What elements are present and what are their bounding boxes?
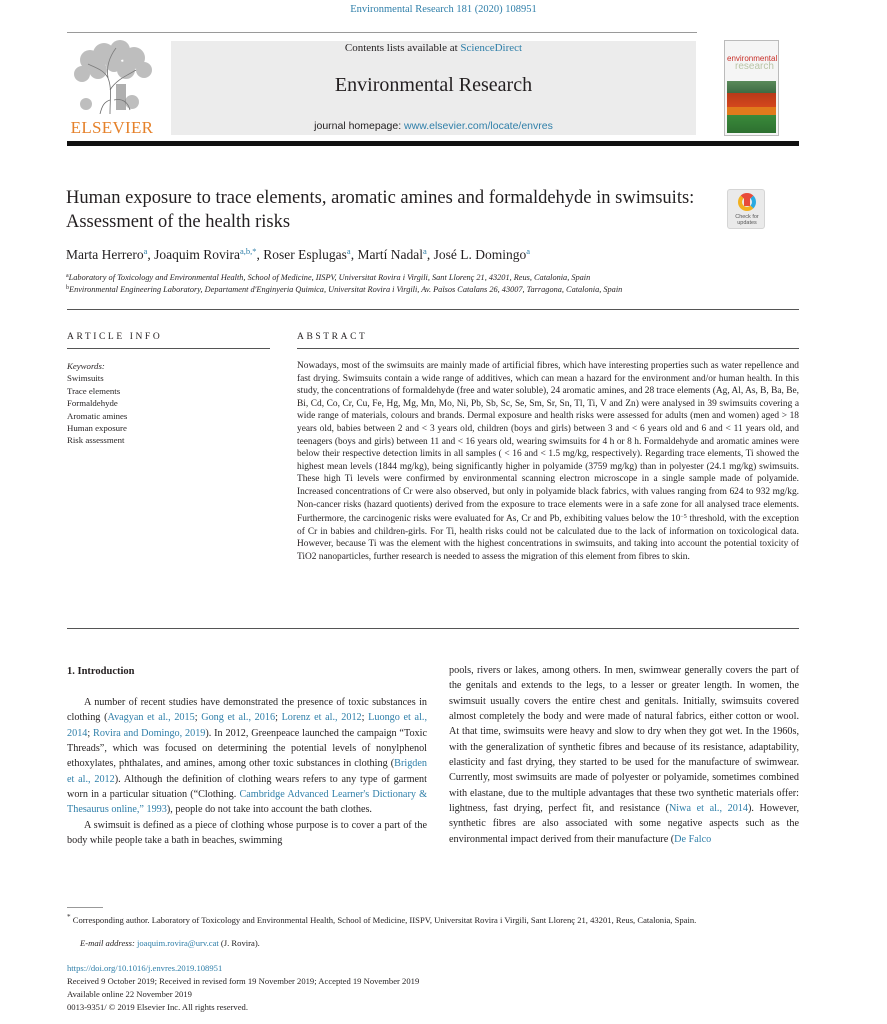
citation-link[interactable]: Niwa et al., 2014: [668, 803, 748, 815]
affiliation-text: Laboratory of Toxicology and Environmental Health, School of Medicine, IISPV, Universitat Rovira i Virgili, Sant Llorenç 21, 43201, Reus, Catalonia, Spain: [68, 273, 591, 282]
keyword-item: Human exposure: [67, 423, 127, 434]
sciencedirect-link[interactable]: ScienceDirect: [460, 42, 523, 54]
elsevier-tree-icon: [70, 40, 154, 114]
cover-title-line2: research: [735, 61, 774, 72]
keyword-item: Formaldehyde: [67, 398, 118, 409]
citation-link[interactable]: De Falco: [674, 833, 712, 845]
citation-link[interactable]: Avagyan et al., 2015: [107, 712, 195, 724]
body-text: ). Although the definition of clothing wears refers to any type of garment worn in a particular situation (“Clothing.: [67, 773, 427, 801]
keywords-list: [67, 360, 267, 447]
cover-image-band: [727, 107, 776, 115]
homepage-prefix: journal homepage:: [314, 120, 405, 132]
author-name[interactable]: Marta Herrero: [66, 247, 144, 262]
keywords-label: Keywords:: [67, 361, 105, 371]
author-affiliation-marker[interactable]: a: [143, 246, 148, 256]
citation-link[interactable]: Lorenz et al., 2012: [281, 712, 362, 724]
author-list: [66, 246, 786, 263]
body-text: ;: [361, 712, 369, 724]
author-name[interactable]: Joaquim Rovira: [154, 247, 240, 262]
crossmark-label-line1: Check for: [735, 214, 759, 220]
introduction-heading: 1. Introduction: [67, 666, 135, 677]
author-name[interactable]: José L. Domingo: [433, 247, 527, 262]
citation-link[interactable]: Gong et al., 2016: [201, 712, 276, 724]
author-separator: ,: [256, 247, 264, 262]
keyword-item: Risk assessment: [67, 435, 125, 446]
article-title: Human exposure to trace elements, aromatic amines and formaldehyde in swimsuits: Assessment of the health risks: [66, 188, 695, 232]
contents-prefix: Contents lists available at: [344, 42, 461, 54]
journal-homepage-link[interactable]: www.elsevier.com/locate/envres: [404, 120, 553, 132]
section-divider: [67, 309, 799, 310]
citation-link[interactable]: Cambridge Advanced Learner's Dictionary & Thesaurus online,” 1993: [67, 789, 427, 816]
email-suffix: (J. Rovira).: [218, 938, 260, 948]
cover-image-band: [727, 81, 776, 93]
check-for-updates-button[interactable]: [727, 189, 765, 229]
journal-name: Environmental Research: [334, 74, 533, 96]
body-text: ). In 2012, Greenpeace launched the campaign “Toxic Threads”, which was focused on determining the potential levels of nonylphenol ethoxylates, phthalates, and amines, among other toxic substances in clothing (: [67, 727, 427, 770]
author-affiliation-marker[interactable]: a,b,*: [240, 246, 257, 256]
contents-line: [171, 42, 696, 54]
corresponding-text: Corresponding author. Laboratory of Toxicology and Environmental Health, School of Medicine, IISPV, Universitat Rovira i Virgili, Sant Llorenç 21, 43201, Reus, Catalonia, Spain.: [70, 914, 697, 925]
body-text: pools, rivers or lakes, among others. In men, swimwear generally covers the part of the genitals and extends to the legs, to a lesser or greater length. In women, the swimsuit usually covers the entire chest and genitals. Initially, swimsuits covered almost completely the body and were made of natural fabrics, either cotton or wool. At that time, swimsuits were heavy and slow to dry when they got wet. In the 1960s, with the generalization of synthetic fibres and because of its resistance, adaptability, elasticity and fast drying, they started to be used for the manufacture of swimwear. Currently, most swimsuits are made of polyester or polyamide, sometimes combined with elastane, due to the multiple advantages that these two synthetic materials offer: lightness, fast drying, perfect fit, and resistance (: [449, 665, 799, 815]
body-text: ;: [194, 712, 202, 724]
crossmark-bookmark-icon: [744, 197, 750, 206]
crossmark-label-line2: updates: [737, 220, 757, 226]
citation-link[interactable]: Rovira and Domingo, 2019: [93, 727, 206, 739]
affiliation-label: b: [66, 285, 69, 291]
author-separator: ,: [350, 247, 358, 262]
doi-link[interactable]: https://doi.org/10.1016/j.envres.2019.108951: [67, 963, 223, 973]
cover-image-band: [727, 115, 776, 133]
email-link[interactable]: joaquim.rovira@urv.cat: [136, 938, 219, 948]
corresponding-author-note: [67, 911, 802, 926]
abstract-heading: ABSTRACT: [297, 332, 368, 342]
available-online-date: Available online 22 November 2019: [67, 989, 192, 999]
author-separator: ,: [426, 247, 434, 262]
threshold-exponent: −5: [680, 514, 687, 521]
abstract-text-part2: threshold, with the exception of Cr in babies and children-girls. For Ti, health risks could not be calculated due to the lack of information on toxicological data. However, because Ti was the element with the highest concentrations in swimsuits, and taking into account the potential toxicity of TiO2 nanoparticles, further research is needed to assess the migration of this element from fibres to skin.: [297, 514, 799, 562]
body-column-right: [449, 663, 799, 847]
body-text: ), people do not take into account the bath clothes.: [166, 804, 372, 816]
intro-paragraph-2-continued: [449, 663, 799, 847]
masthead-bottom-rule: [67, 141, 799, 146]
running-head[interactable]: Environmental Research 181 (2020) 108951: [350, 4, 537, 15]
affiliation-label: a: [66, 273, 69, 279]
elsevier-wordmark: ELSEVIER: [70, 118, 154, 137]
elsevier-logo[interactable]: [66, 40, 158, 136]
body-text: ). However, synthetic fibres are also associated with some negative aspects such as the environmental impact derived from their manufacture (: [449, 803, 799, 845]
email-label: E-mail address:: [80, 938, 137, 948]
author-name[interactable]: Martí Nadal: [357, 247, 424, 262]
masthead-top-rule: [67, 32, 697, 33]
intro-paragraph-1: [67, 695, 427, 818]
keyword-item: Trace elements: [67, 385, 121, 396]
author-separator: ,: [147, 247, 155, 262]
affiliation-text: Environmental Engineering Laboratory, Departament d'Enginyeria Quimica, Universitat Rovira i Virgili, Av. Països Catalans 26, 43007, Tarragona, Catalonia, Spain: [69, 285, 623, 294]
affiliation-b: [66, 285, 796, 294]
author-affiliation-marker[interactable]: a: [423, 246, 427, 256]
citation-link[interactable]: Brigden et al., 2012: [67, 758, 427, 785]
keyword-item: Swimsuits: [67, 373, 104, 384]
keyword-item: Aromatic amines: [67, 410, 128, 421]
citation-link[interactable]: Luongo et al., 2014: [67, 712, 427, 739]
cover-image-band: [727, 93, 776, 107]
article-info-rule: [67, 348, 270, 349]
abstract-text-part1: Nowadays, most of the swimsuits are mainly made of artificial fibres, which have interesting properties such as water repellence and fast drying. Swimsuits contain a wide range of additives, which can mean a hazard for the environment and/or human health. In this study, the concentrations of formaldehyde (free and water soluble), 24 aromatic amines, and 28 trace elements (Ag, Al, As, B, Ba, Be, Bi, Cd, Co, Cr, Cu, Fe, Hg, Mg, Mn, Mo, Ni, Pb, Sb, Sc, Se, Sm, Sr, Sn, Tl, Ti, V and Zn) were analysed in 39 swimsuits covering a wide range of materials, colours and brands. Dermal exposure and health risks were assessed for adults (men and women) aged > 18 years old, babies between 2 and < 3 years old, children (boys and girls) between 3 and < 6 years old and 6 and < 11 years old, and teenagers (boys and girls) between 11 and < 16 years old, wearing swimsuits for 4 h or 8 h. Formaldehyde and aromatic amines were below their respective detection limits in all samples ( < 16 and < 1.5 mg/kg, respectively). Regarding trace elements, Ti showed the highest mean levels (1844 mg/kg), being significantly higher in polyamide (3759 mg/kg) than in polyester (24.1 mg/kg) swimsuits. These high Ti levels were confirmed by environmental scanning electron microscope in a single sample made of polyamide. Increased concentrations of Cr were also observed, but only in polyamide black fabrics, with values ranging from 624 to 932 mg/kg. Non-cancer risks (hazard quotients) derived from the exposure to trace elements were in a safe zone for all analysed trace elements. Furthermore, the carcinogenic risks were evaluated for As, Cr and Pb, exhibiting values below the 10: [297, 361, 799, 525]
corresponding-marker: *: [67, 913, 71, 921]
footnote-rule: [67, 907, 103, 908]
author-name[interactable]: Roser Esplugas: [263, 247, 347, 262]
affiliation-a: [66, 273, 796, 282]
abstract-rule: [297, 348, 799, 349]
abstract-end-rule: [67, 628, 799, 629]
author-affiliation-marker[interactable]: a: [346, 246, 351, 256]
intro-paragraph-2-start: A swimsuit is defined as a piece of clothing whose purpose is to cover a part of the body while people take a bath in beaches, swimming: [67, 819, 427, 847]
journal-cover-thumbnail[interactable]: [724, 40, 779, 136]
body-text: ;: [87, 727, 94, 739]
email-note: [80, 937, 815, 950]
cover-title-line1: environmental: [727, 54, 778, 63]
crossmark-label: [728, 214, 766, 226]
homepage-line: [171, 120, 696, 132]
body-column-left: [67, 695, 427, 848]
body-text: ;: [275, 712, 282, 724]
received-dates: Received 9 October 2019; Received in revised form 19 November 2019; Accepted 19 November 2019: [67, 976, 420, 986]
copyright-line: 0013-9351/ © 2019 Elsevier Inc. All rights reserved.: [67, 1002, 248, 1012]
author-affiliation-marker[interactable]: a: [526, 246, 530, 256]
body-text: A number of recent studies have demonstrated the presence of toxic substances in clothing (: [67, 697, 427, 724]
abstract-text: [297, 360, 799, 564]
article-info-heading: ARTICLE INFO: [67, 332, 163, 342]
